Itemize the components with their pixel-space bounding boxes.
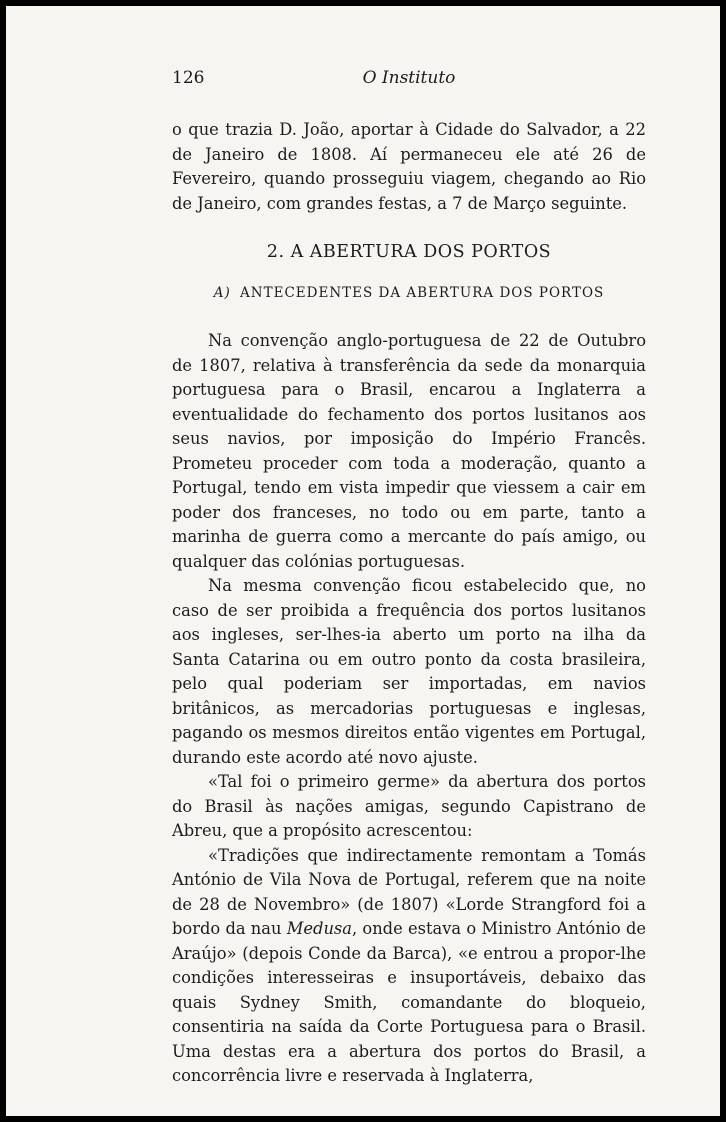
paragraph-5-part-b: , onde estava o Ministro António de Araújo» (depois Conde da Barca), «e entrou a propor-lhe condições interesseiras e insuportáveis, debaixo das quais Sydney Smith, comandante do bloqueio, consentiria na saída da Corte Portuguesa para o Brasil. Uma destas era a abertura dos portos do Brasil, a concorrência livre e reservada à Inglaterra, [172, 919, 646, 1085]
paragraph-5-part-a: «Tradições que indirectamente remontam a Tomás António de Vila Nova de Portugal, referem que na noite de 28 de Novembro» (de 1807) «Lorde Strangford foi a bordo da nau [172, 845, 646, 938]
page-header [172, 68, 646, 92]
paragraph-5 [172, 844, 646, 1089]
body-text [172, 118, 646, 1089]
paragraph-3: Na mesma convenção ficou estabelecido que, no caso de ser proibida a frequência dos portos lusitanos aos ingleses, ser-lhes-ia aberto um porto na ilha da Santa Catarina ou em outro ponto da costa brasileira, pelo qual poderiam ser importadas, em navios britânicos, as mercadorias portuguesas e inglesas, pagando os mesmos direitos então vigentes em Portugal, durando este acordo até novo ajuste. [172, 576, 646, 767]
paragraph-2: Na convenção anglo-portuguesa de 22 de Outubro de 1807, relativa à transferência da sede da monarquia portuguesa para o Brasil, encarou a Inglaterra a eventualidade do fechamento dos portos lusitanos aos seus navios, por imposição do Império Francês. Prometeu proceder com toda a moderação, quanto a Portugal, tendo em vista impedir que viessem a cair em poder dos franceses, no todo ou em parte, tanto a marinha de guerra como a mercante do país amigo, ou qualquer das colónias portuguesas. [172, 331, 646, 571]
subsection-title: ANTECEDENTES DA ABERTURA DOS PORTOS [240, 284, 605, 301]
book-page [6, 6, 720, 1116]
ship-name: Medusa [286, 919, 352, 938]
running-title: O Instituto [362, 68, 456, 88]
paragraph-4: «Tal foi o primeiro germe» da abertura dos portos do Brasil às nações amigas, segundo Capistrano de Abreu, que a propósito acrescentou: [172, 772, 646, 840]
subsection-letter: A) [213, 284, 231, 301]
section-heading: 2. A ABERTURA DOS PORTOS [266, 242, 552, 262]
paragraph-1: o que trazia D. João, aportar à Cidade do Salvador, a 22 de Janeiro de 1808. Aí permaneceu ele até 26 de Fevereiro, quando prosseguiu viagem, chegando ao Rio de Janeiro, com grandes festas, a 7 de Março seguinte. [172, 120, 646, 213]
page-number: 126 [172, 68, 205, 88]
subsection-heading [172, 281, 646, 306]
